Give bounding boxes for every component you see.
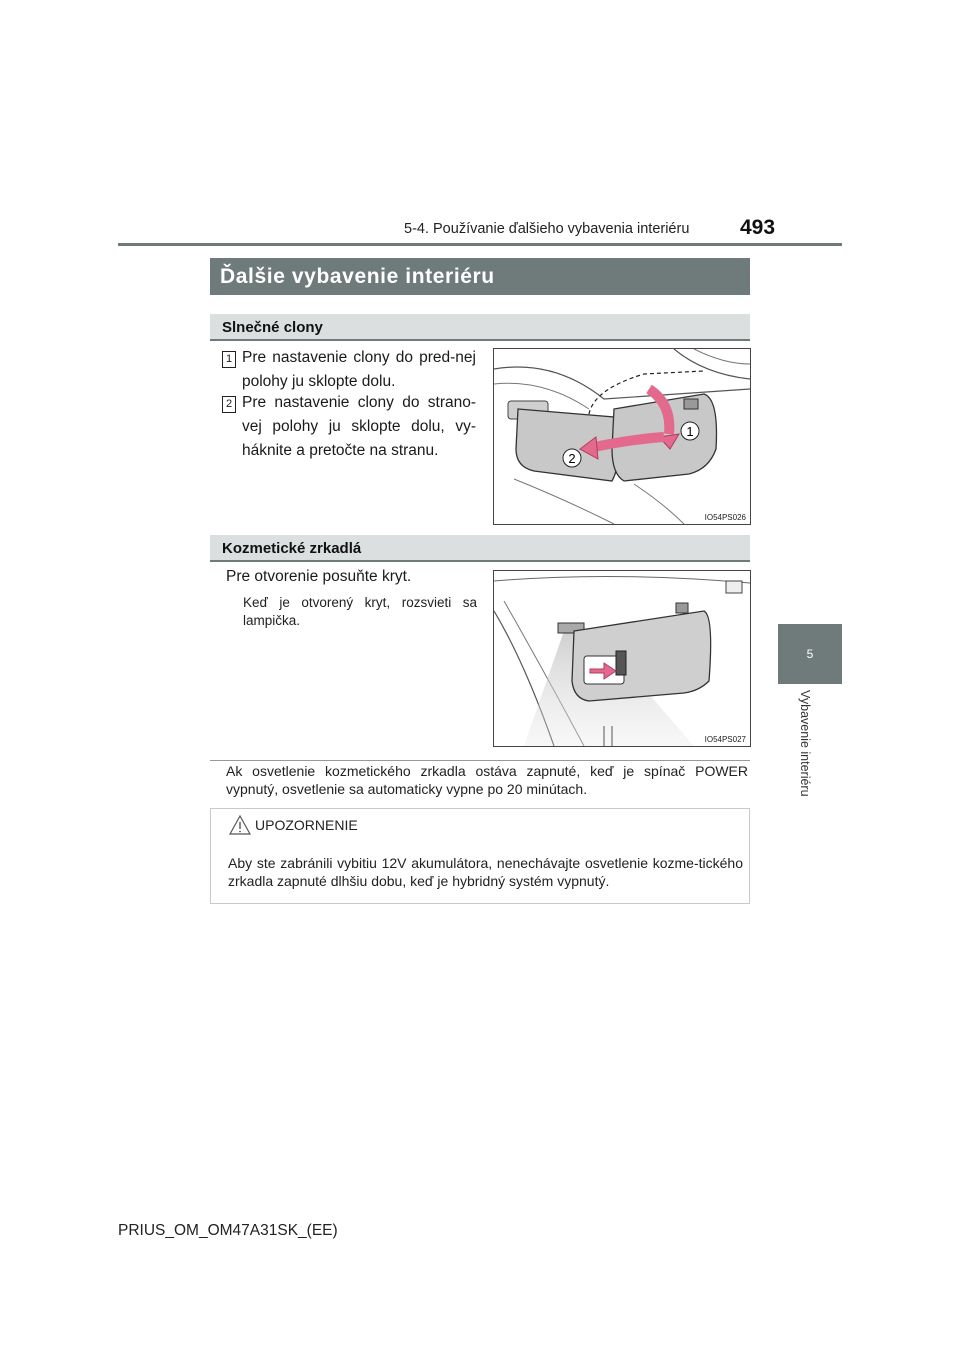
chapter-label: [798, 690, 818, 870]
header-rule: [118, 243, 842, 246]
warning-icon: [229, 815, 251, 835]
step-text-2: Pre nastavenie clony do strano-vej polohy ju sklopte dolu, vy-háknite a pretočte na stranu.: [242, 394, 476, 459]
figure-code: IO54PS026: [704, 513, 746, 522]
document-id: PRIUS_OM_OM47A31SK_(EE): [118, 1222, 338, 1239]
mirror-illustration: [494, 571, 750, 746]
mirror-figure: [493, 570, 751, 747]
info-note: Ak osvetlenie kozmetického zrkadla ostáva zapnuté, keď je spínač POWER vypnutý, osvetlenie sa automaticky vypne po 20 minútach.: [226, 763, 748, 797]
chapter-label-text: Vybavenie interiéru: [798, 690, 812, 797]
info-rule: [210, 760, 750, 761]
step-badge-2: 2: [222, 396, 236, 413]
page-title: Ďalšie vybavenie interiéru: [210, 258, 750, 295]
chapter-tab: 5: [778, 624, 842, 684]
sunvisor-illustration: [494, 349, 750, 524]
step-badge-1: 1: [222, 351, 236, 368]
figure-code: IO54PS027: [704, 735, 746, 744]
warning-title: UPOZORNENIE: [255, 817, 358, 833]
callout-2: 2: [568, 451, 576, 466]
sunvisor-heading: Slnečné clony: [210, 314, 750, 341]
mirror-note: Keď je otvorený kryt, rozsvieti sa lampička.: [243, 595, 477, 628]
page-number: 493: [740, 216, 776, 239]
warning-box: [210, 808, 750, 904]
warning-text: Aby ste zabránili vybitiu 12V akumulátora, nenechávajte osvetlenie kozme-tického zrkadla zapnuté dlhšiu dobu, keď je hybridný systém vypnutý.: [228, 855, 743, 889]
mirror-heading: Kozmetické zrkadlá: [210, 535, 750, 562]
step-text-1: Pre nastavenie clony do pred-nej polohy ju sklopte dolu.: [242, 349, 476, 390]
mirror-text: Pre otvorenie posuňte kryt.: [226, 568, 412, 585]
section-title: 5-4. Používanie ďalšieho vybavenia interiéru: [404, 221, 690, 237]
sunvisor-figure: [493, 348, 751, 525]
callout-1: 1: [686, 424, 694, 439]
